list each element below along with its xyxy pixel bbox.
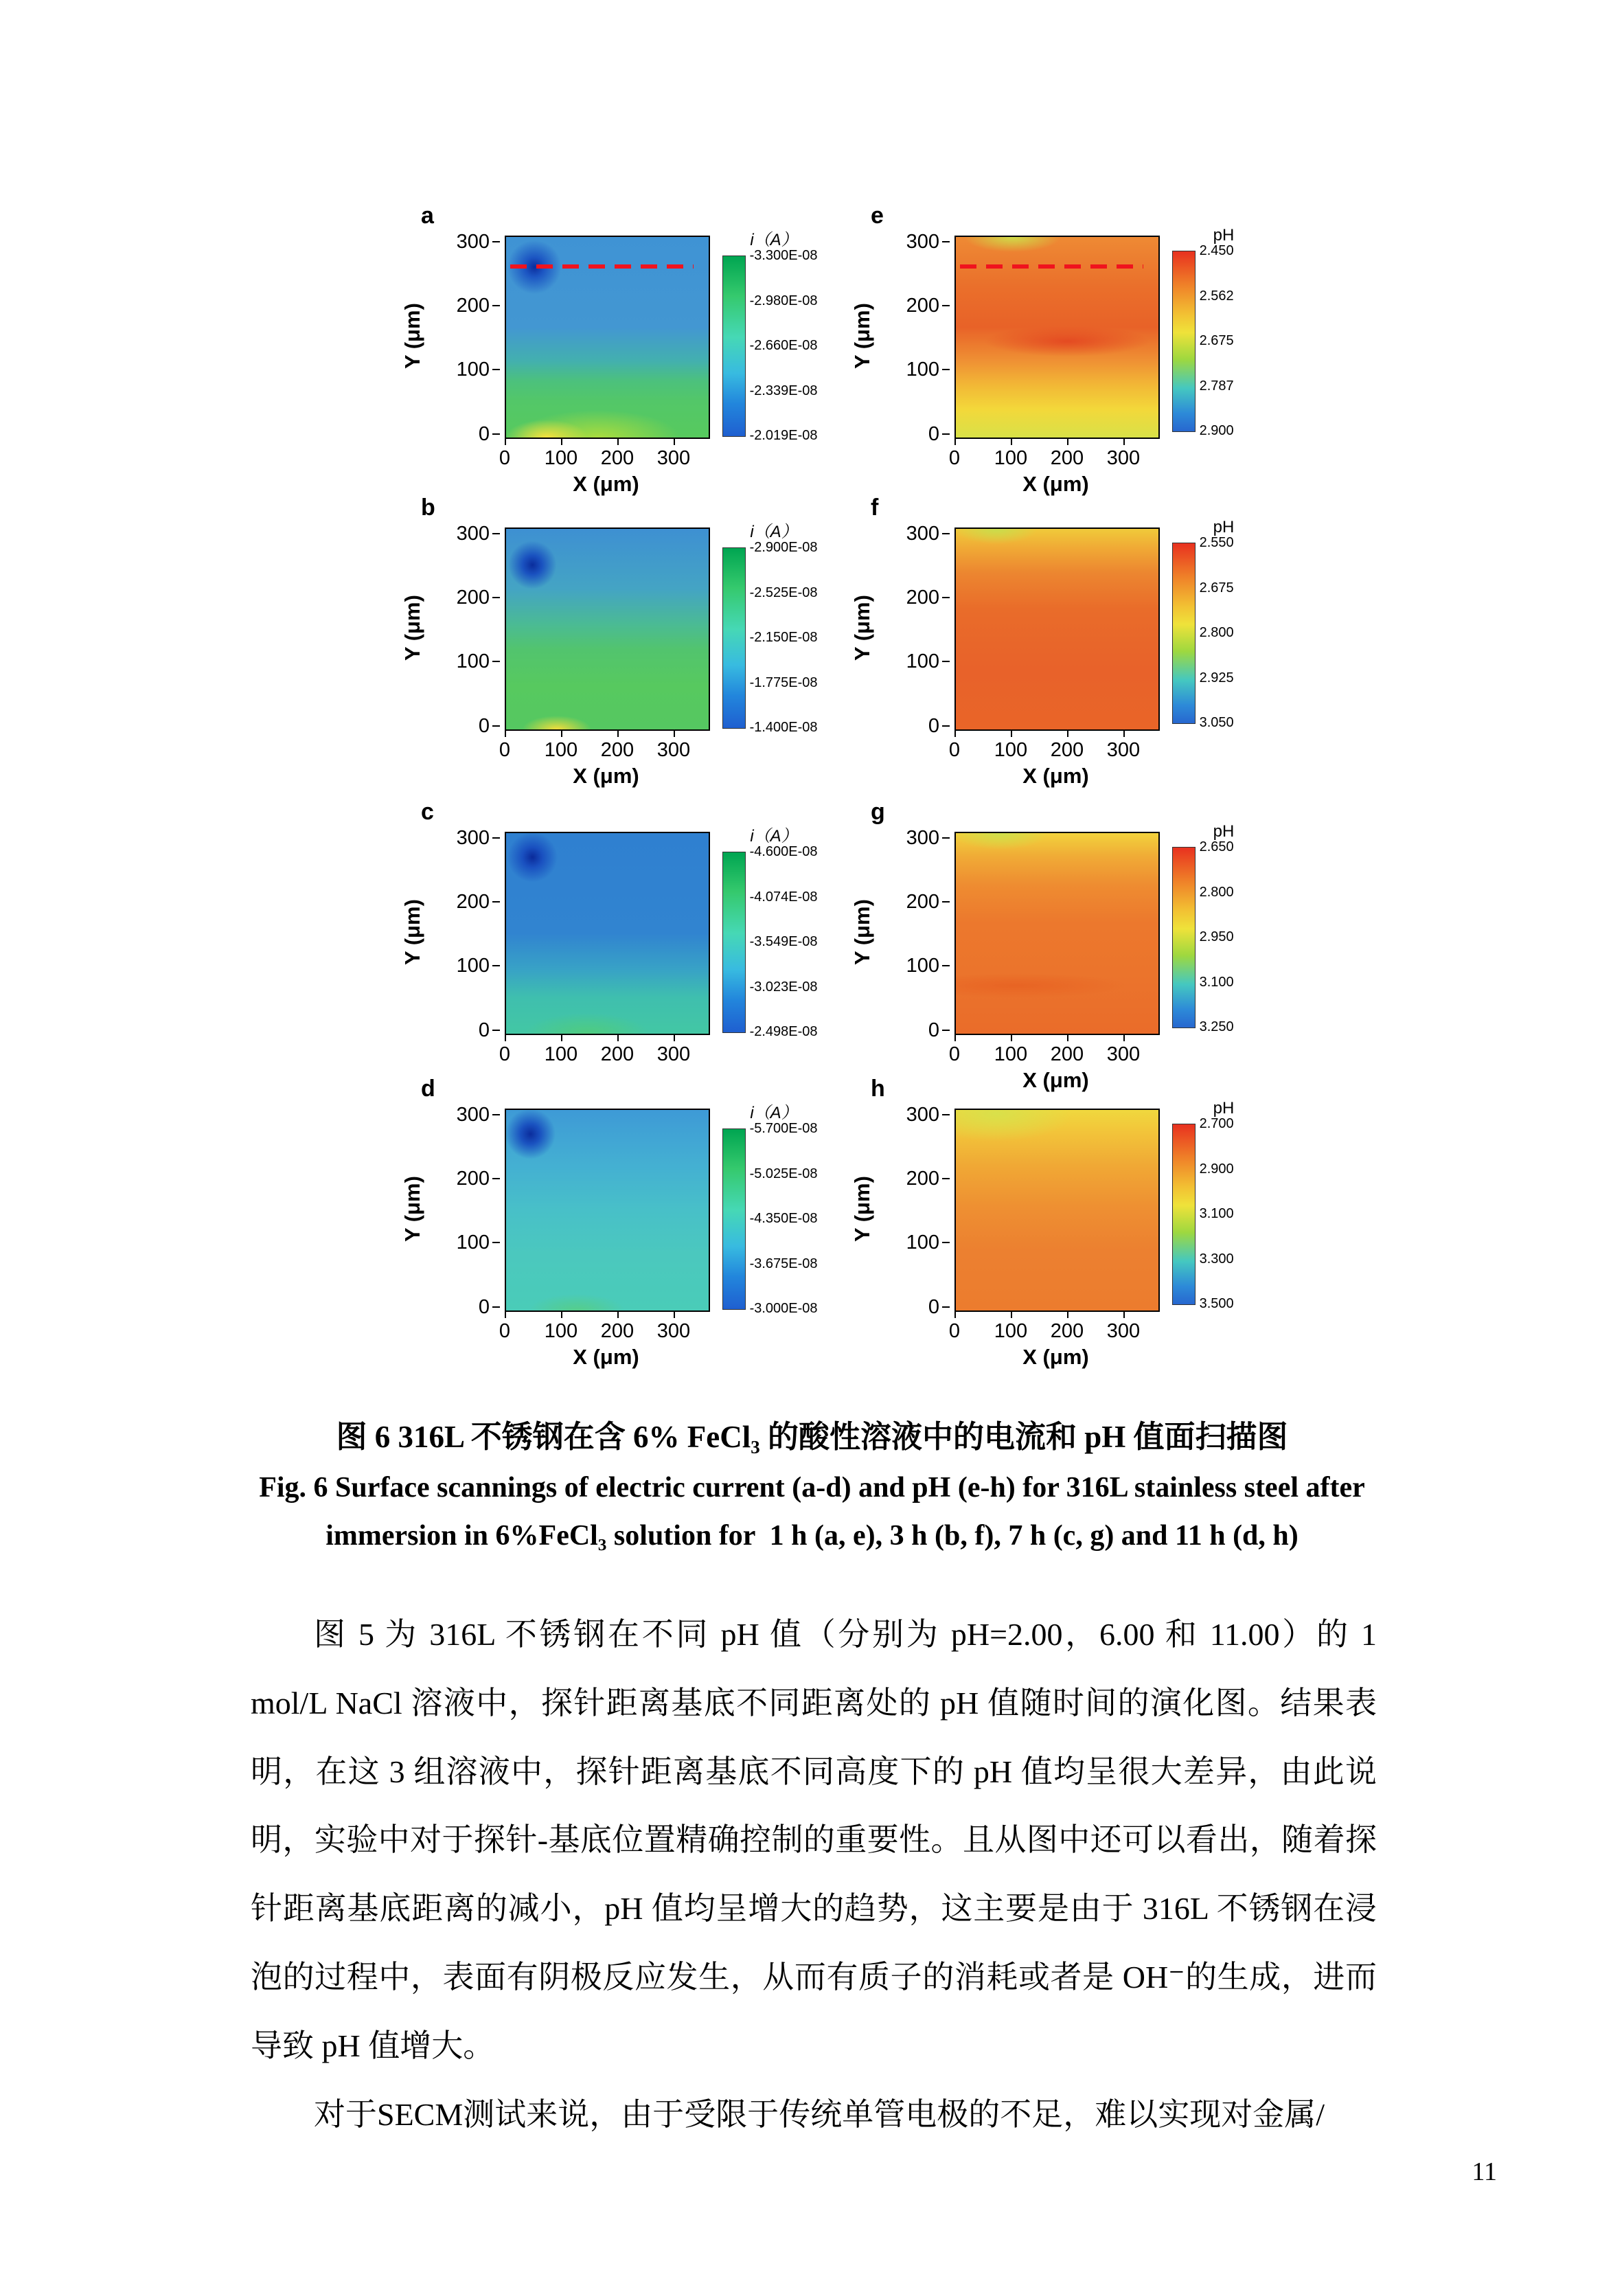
x-axis-title: X (μm) (573, 1345, 639, 1369)
colorbar-group (722, 226, 832, 443)
x-tick-label: 100 (534, 1043, 588, 1066)
x-axis-title: X (μm) (1022, 1068, 1089, 1092)
colorbar-tick-label: -2.019E-08 (749, 428, 818, 443)
y-axis-title: Y (μm) (400, 595, 424, 661)
x-tick-label: 100 (983, 1320, 1038, 1343)
colorbar-tick-label: 3.500 (1199, 1296, 1234, 1311)
paragraph-1: 图 5 为 316L 不锈钢在不同 pH 值（分别为 pH=2.00，6.00 和 11.00）的 1 mol/L NaCl 溶液中，探针距离基底不同距离处的 pH 值随时间的演化图。结果表明，在这 3 组溶液中，探针距离基底不同高度下的 pH 值均呈很大差异，由此说明，实验中对于探针-基底位置精确控制的重要性。且从图中还可以看出，随着探针距离基底距离的减小，pH 值均呈增大的趋势，这主要是由于 316L 不锈钢在浸泡的过程中，表面有阴极反应发生，从而有质子的消耗或者是 OH⁻的生成，进而导致 pH 值增大。 (251, 1617, 1377, 2063)
x-tick-label: 0 (477, 1320, 532, 1343)
colorbar-tick-label: -5.700E-08 (749, 1121, 818, 1136)
x-axis-tick-labels (948, 444, 1157, 469)
x-axis-title: X (μm) (573, 764, 639, 788)
colorbar-tick-label: 3.100 (1199, 1206, 1234, 1221)
colorbar-tick-label: 2.800 (1199, 625, 1234, 640)
panel-letter-c: c (421, 799, 434, 825)
colorbar-body (722, 1121, 832, 1316)
colorbar-tick-labels (749, 248, 832, 443)
y-tick-label: 200 (898, 295, 939, 316)
x-axis-tick-labels (499, 1317, 707, 1342)
y-axis-tick-labels (897, 827, 949, 1041)
colorbar-tick-label: 2.787 (1199, 378, 1234, 394)
figure-panel-e (831, 203, 1281, 495)
panel-letter-g: g (871, 799, 885, 825)
x-tick-label: 200 (1040, 739, 1095, 762)
y-tick-label: 100 (448, 651, 490, 672)
colorbar-body (1172, 839, 1282, 1034)
y-tick-label: 200 (448, 295, 490, 316)
colorbar-tick-label: -3.000E-08 (749, 1301, 818, 1316)
y-tick-label: 100 (898, 1232, 939, 1253)
x-tick-label: 0 (927, 447, 982, 470)
colorbar-tick-labels (1199, 535, 1282, 730)
x-tick-label: 300 (1096, 1043, 1151, 1066)
y-axis-tick-labels (447, 1104, 499, 1318)
colorbar-tick-label: -4.350E-08 (749, 1211, 818, 1226)
colorbar-tick-label: -3.675E-08 (749, 1256, 818, 1271)
x-axis-tick-labels (499, 736, 707, 761)
figure-panel-d (381, 1076, 831, 1385)
x-tick-label: 0 (927, 1043, 982, 1066)
y-axis-title: Y (μm) (400, 1176, 424, 1242)
y-tick-label: 100 (898, 955, 939, 976)
y-axis-title: Y (μm) (400, 303, 424, 369)
y-tick-label: 0 (448, 424, 490, 444)
y-axis-tick-labels (447, 523, 499, 737)
colorbar-body (722, 540, 832, 735)
y-tick-label: 200 (448, 892, 490, 912)
x-tick-label: 200 (590, 447, 645, 470)
y-tick-label: 200 (898, 1168, 939, 1189)
x-tick-label: 100 (983, 1043, 1038, 1066)
y-tick-label: 200 (448, 1168, 490, 1189)
x-tick-label: 100 (534, 447, 588, 470)
colorbar-tick-label: -4.600E-08 (749, 844, 818, 859)
heatmap-h (954, 1109, 1160, 1312)
x-tick-label: 300 (646, 1320, 701, 1343)
figure-caption-en-line2: immersion in 6%FeCl₃ solution for 1 h (a, e), 3 h (b, f), 7 h (c, g) and 11 h (d, h) (325, 1520, 1299, 1552)
heatmap-d (505, 1109, 710, 1312)
y-tick-label: 300 (448, 231, 490, 252)
colorbar-title: i（A） (750, 231, 798, 249)
colorbar-group (1172, 226, 1282, 438)
colorbar-gradient (722, 852, 746, 1033)
x-tick-label: 0 (477, 447, 532, 470)
x-axis-tick-labels (948, 736, 1157, 761)
colorbar-gradient (1172, 251, 1196, 432)
y-tick-label: 300 (448, 828, 490, 848)
panel-letter-f: f (871, 495, 879, 521)
colorbar-title: pH (1213, 518, 1235, 536)
colorbar-tick-label: -5.025E-08 (749, 1166, 818, 1181)
y-axis-title: Y (μm) (400, 899, 424, 965)
colorbar-body (722, 844, 832, 1039)
x-tick-label: 300 (646, 447, 701, 470)
x-tick-label: 300 (1096, 1320, 1151, 1343)
y-axis-title: Y (μm) (850, 303, 874, 369)
y-tick-label: 300 (448, 523, 490, 544)
colorbar-tick-label: 2.675 (1199, 333, 1234, 348)
colorbar-gradient (722, 256, 746, 437)
x-tick-label: 300 (646, 1043, 701, 1066)
x-axis-title: X (μm) (573, 472, 639, 496)
y-tick-label: 200 (898, 892, 939, 912)
x-axis-title: X (μm) (1022, 1345, 1089, 1369)
colorbar-tick-label: -3.549E-08 (749, 934, 818, 949)
y-tick-label: 0 (898, 1020, 939, 1041)
colorbar-tick-label: 2.800 (1199, 885, 1234, 900)
heatmap-e (954, 236, 1160, 439)
figure-caption (0, 1411, 1624, 1552)
x-axis-title: X (μm) (1022, 764, 1089, 788)
colorbar-title: i（A） (750, 827, 798, 846)
x-tick-label: 100 (983, 447, 1038, 470)
colorbar-gradient (1172, 543, 1196, 724)
x-tick-label: 100 (534, 739, 588, 762)
y-tick-label: 300 (898, 523, 939, 544)
figure-panel-b (381, 495, 831, 799)
colorbar-tick-labels (1199, 243, 1282, 438)
colorbar-group (1172, 822, 1282, 1034)
x-tick-label: 300 (646, 739, 701, 762)
y-tick-label: 0 (448, 716, 490, 736)
colorbar-tick-label: -2.498E-08 (749, 1024, 818, 1039)
colorbar-group (1172, 518, 1282, 730)
colorbar-tick-label: 2.650 (1199, 839, 1234, 854)
colorbar-tick-label: 3.250 (1199, 1019, 1234, 1034)
x-tick-label: 0 (477, 1043, 532, 1066)
panel-letter-a: a (421, 203, 434, 229)
panel-letter-h: h (871, 1076, 885, 1102)
x-tick-label: 0 (927, 739, 982, 762)
x-tick-label: 200 (590, 739, 645, 762)
heatmap-b (505, 527, 710, 731)
colorbar-title: i（A） (750, 1104, 798, 1122)
colorbar-tick-label: 2.562 (1199, 288, 1234, 304)
x-tick-label: 0 (477, 739, 532, 762)
y-tick-label: 100 (448, 1232, 490, 1253)
colorbar-body (722, 248, 832, 443)
colorbar-tick-label: 2.900 (1199, 423, 1234, 438)
x-tick-label: 200 (590, 1320, 645, 1343)
colorbar-title: pH (1213, 1099, 1235, 1117)
colorbar-tick-label: 2.950 (1199, 929, 1234, 944)
x-tick-label: 300 (1096, 739, 1151, 762)
y-tick-label: 0 (898, 716, 939, 736)
colorbar-body (1172, 535, 1282, 730)
colorbar-gradient (1172, 847, 1196, 1028)
y-axis-title: Y (μm) (850, 899, 874, 965)
colorbar-tick-label: -2.980E-08 (749, 293, 818, 308)
x-tick-label: 200 (1040, 1320, 1095, 1343)
y-tick-label: 200 (898, 587, 939, 608)
paragraph-2: 对于SECM测试来说，由于受限于传统单管电极的不足，难以实现对金属/ (314, 2096, 1325, 2132)
y-tick-label: 100 (898, 651, 939, 672)
colorbar-body (1172, 243, 1282, 438)
figure-caption-zh: 图 6 316L 不锈钢在含 6% FeCl₃ 的酸性溶液中的电流和 pH 值面扫描图 (336, 1420, 1288, 1454)
x-axis-tick-labels (948, 1041, 1157, 1065)
y-axis-title: Y (μm) (850, 595, 874, 661)
colorbar-tick-labels (1199, 1116, 1282, 1311)
y-tick-label: 300 (898, 1104, 939, 1125)
heatmap-a (505, 236, 710, 439)
colorbar-tick-label: -4.074E-08 (749, 889, 818, 905)
colorbar-tick-labels (749, 540, 832, 735)
colorbar-tick-labels (1199, 839, 1282, 1034)
x-axis-tick-labels (948, 1317, 1157, 1342)
colorbar-tick-label: -2.525E-08 (749, 585, 818, 600)
x-tick-label: 300 (1096, 447, 1151, 470)
y-tick-label: 0 (898, 424, 939, 444)
figure-panel-h (831, 1076, 1281, 1385)
colorbar-tick-label: -2.339E-08 (749, 383, 818, 398)
figure-panel-a (381, 203, 831, 495)
colorbar-gradient (1172, 1124, 1196, 1305)
y-tick-label: 0 (448, 1020, 490, 1041)
page-number: 11 (1472, 2157, 1497, 2186)
colorbar-tick-label: -2.900E-08 (749, 540, 818, 555)
figure-panel-c (381, 799, 831, 1076)
x-tick-label: 100 (983, 739, 1038, 762)
colorbar-tick-label: -3.023E-08 (749, 979, 818, 995)
x-axis-tick-labels (499, 444, 707, 469)
colorbar-gradient (722, 1128, 746, 1310)
colorbar-tick-label: 3.100 (1199, 975, 1234, 990)
x-tick-label: 0 (927, 1320, 982, 1343)
colorbar-group (722, 1099, 832, 1316)
colorbar-tick-label: -3.300E-08 (749, 248, 818, 263)
heatmap-f (954, 527, 1160, 731)
colorbar-tick-label: -1.775E-08 (749, 675, 818, 690)
colorbar-tick-label: 2.700 (1199, 1116, 1234, 1131)
x-tick-label: 200 (590, 1043, 645, 1066)
y-tick-label: 300 (898, 828, 939, 848)
y-tick-label: 100 (448, 955, 490, 976)
x-tick-label: 200 (1040, 1043, 1095, 1066)
colorbar-group (722, 518, 832, 735)
colorbar-tick-label: 2.450 (1199, 243, 1234, 258)
colorbar-title: pH (1213, 226, 1235, 245)
heatmap-c (505, 832, 710, 1035)
y-tick-label: 300 (898, 231, 939, 252)
red-dashed-scan-line (960, 264, 1143, 269)
x-tick-label: 100 (534, 1320, 588, 1343)
x-axis-title: X (μm) (1022, 472, 1089, 496)
y-axis-tick-labels (897, 1104, 949, 1318)
figure-caption-en-line1: Fig. 6 Surface scannings of electric current (a-d) and pH (e-h) for 316L stainless steel after (259, 1472, 1365, 1503)
colorbar-body (1172, 1116, 1282, 1311)
y-tick-label: 200 (448, 587, 490, 608)
y-tick-label: 0 (898, 1297, 939, 1317)
colorbar-tick-label: 2.925 (1199, 670, 1234, 685)
figure-panel-g (831, 799, 1281, 1092)
panel-letter-d: d (421, 1076, 435, 1102)
y-axis-tick-labels (447, 827, 499, 1041)
figure-grid (381, 203, 1281, 1385)
colorbar-tick-labels (749, 1121, 832, 1316)
heatmap-g (954, 832, 1160, 1035)
y-axis-tick-labels (897, 231, 949, 445)
colorbar-group (722, 822, 832, 1039)
figure-panel-f (831, 495, 1281, 799)
colorbar-title: i（A） (750, 523, 798, 541)
y-tick-label: 0 (448, 1297, 490, 1317)
colorbar-tick-label: 3.300 (1199, 1251, 1234, 1267)
colorbar-tick-label: 3.050 (1199, 715, 1234, 730)
colorbar-tick-label: 2.550 (1199, 535, 1234, 550)
panel-letter-e: e (871, 203, 884, 229)
y-axis-tick-labels (447, 231, 499, 445)
y-tick-label: 100 (898, 359, 939, 380)
colorbar-gradient (722, 547, 746, 729)
x-axis-tick-labels (499, 1041, 707, 1065)
colorbar-tick-label: 2.675 (1199, 580, 1234, 595)
colorbar-title: pH (1213, 822, 1235, 841)
panel-letter-b: b (421, 495, 435, 521)
x-tick-label: 200 (1040, 447, 1095, 470)
colorbar-tick-label: -2.660E-08 (749, 338, 818, 353)
y-tick-label: 100 (448, 359, 490, 380)
colorbar-tick-label: 2.900 (1199, 1161, 1234, 1177)
colorbar-tick-labels (749, 844, 832, 1039)
y-axis-tick-labels (897, 523, 949, 737)
red-dashed-scan-line (510, 264, 694, 269)
y-axis-title: Y (μm) (850, 1176, 874, 1242)
colorbar-tick-label: -1.400E-08 (749, 720, 818, 735)
body-text (251, 1600, 1377, 2149)
colorbar-tick-label: -2.150E-08 (749, 630, 818, 645)
colorbar-group (1172, 1099, 1282, 1311)
y-tick-label: 300 (448, 1104, 490, 1125)
